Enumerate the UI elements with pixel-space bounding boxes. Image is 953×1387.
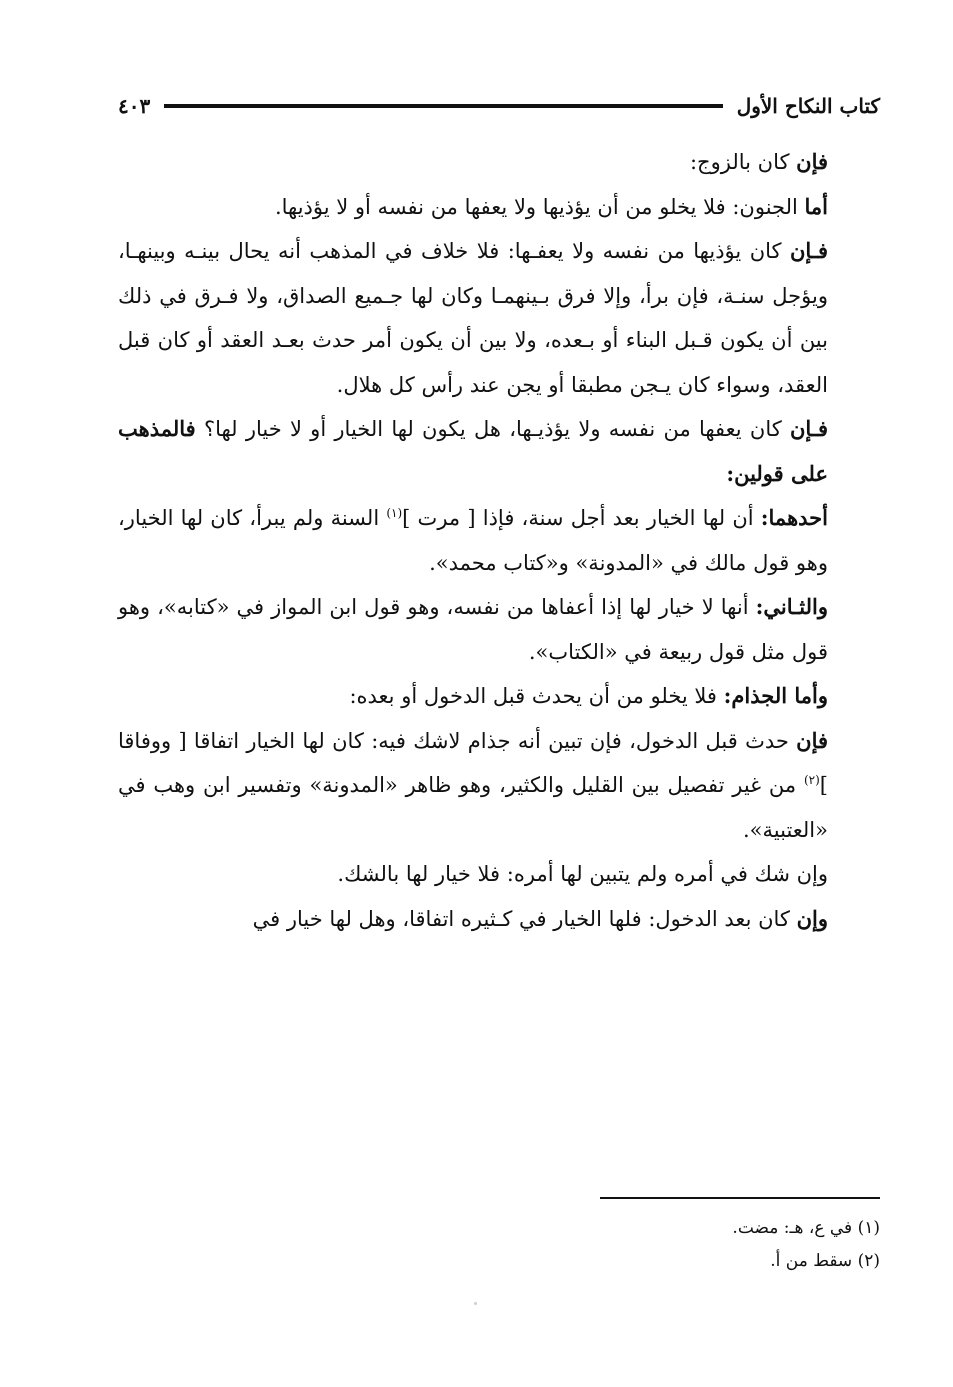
paragraph-text: كان بعد الدخول: فلها الخيار في كـثيره اتفاقا، وهل لها خيار في bbox=[252, 906, 797, 931]
paragraph-text: كان يؤذيها من نفسه ولا يعفـها: فلا خلاف في المذهب أنه يحال بينـه وبينهـا، ويؤجل سنـة، فإن برأ، وإلا فرق بـينهمـا وكان لها جـميع الصداق، ولا فـرق في ذلك بين أن يكون قـبل البناء أو بـعده، ولا بين أن يكون أمر حدث بعـد العقد أو كان قبل العقد، وسواء كان يـجن مطبقا أو يجن عند رأس كل هلال. bbox=[118, 239, 828, 397]
footnote: (٢) سقط من أ. bbox=[770, 1251, 880, 1271]
paragraph-lead: فـإن bbox=[789, 416, 828, 441]
paragraph-lead: فإن bbox=[796, 149, 828, 174]
scan-speck bbox=[474, 1302, 477, 1305]
paragraph bbox=[118, 407, 880, 496]
chapter-title: كتاب النكاح الأول bbox=[736, 94, 880, 118]
paragraph-lead: وأما الجذام: bbox=[723, 683, 828, 708]
page-number: ٤٠٣ bbox=[118, 94, 151, 118]
paragraph bbox=[118, 897, 880, 942]
paragraph-text: فلا يخلو من أن يحدث قبل الدخول أو بعده: bbox=[349, 684, 724, 708]
footnote-marker: (٢) bbox=[803, 773, 820, 787]
paragraph-text: كان يعفها من نفسه ولا يؤذيـها، هل يكون لها الخيار أو لا خيار لها؟ bbox=[195, 417, 790, 441]
paragraph-lead: والثـاني: bbox=[755, 594, 828, 619]
paragraph-text: أنها لا خيار لها إذا أعفاها من نفسه، وهو قول ابن المواز في «كتابه»، وهو قول مثل قول ربيعة في «الكتاب». bbox=[118, 595, 828, 664]
footnote: (١) في ع، هـ: مضت. bbox=[732, 1218, 880, 1238]
footnotes bbox=[400, 1212, 880, 1278]
paragraph-lead: فإن bbox=[796, 727, 828, 753]
paragraph-text: كان بالزوج: bbox=[689, 150, 797, 174]
paragraph bbox=[118, 496, 880, 585]
paragraph bbox=[118, 852, 880, 897]
header-rule bbox=[164, 104, 722, 108]
paragraph-text: حدث قبل الدخول، فإن تبين أنه جذام لاشك فيه: كان لها الخيار اتفاقا [ ووفاقا ] bbox=[118, 728, 828, 797]
paragraph bbox=[118, 229, 880, 407]
paragraph bbox=[118, 719, 880, 853]
paragraph bbox=[118, 140, 880, 185]
footnote-marker: (١) bbox=[386, 506, 403, 520]
paragraph bbox=[118, 674, 880, 719]
footnote-separator bbox=[600, 1197, 880, 1199]
main-text bbox=[118, 140, 880, 941]
paragraph-lead: أما bbox=[804, 193, 828, 219]
paragraph bbox=[118, 185, 880, 230]
paragraph-lead: فـإن bbox=[789, 238, 828, 263]
paragraph bbox=[118, 585, 880, 674]
paragraph-text: وإن شك في أمره ولم يتبين لها أمره: فلا خيار لها بالشك. bbox=[337, 862, 828, 886]
paragraph-bold-tail: فالمذهب على قولين: bbox=[118, 416, 828, 486]
paragraph-text: أن لها الخيار بعد أجل سنة، فإذا [ مرت ] bbox=[402, 506, 761, 530]
page-header bbox=[118, 88, 880, 124]
paragraph-lead: أحدهما: bbox=[760, 505, 828, 530]
paragraph-text: الجنون: فلا يخلو من أن يؤذيها ولا يعفها من نفسه أو لا يؤذيها. bbox=[274, 194, 805, 219]
paragraph-lead: وإن bbox=[796, 905, 828, 931]
paragraph-text-continued: من غير تفصيل بين القليل والكثير، وهو ظاهر «المدونة» وتفسير ابن وهب في «العتبية». bbox=[118, 773, 828, 842]
paragraph-text-continued: السنة ولم يبرأ، كان لها الخيار، وهو قول مالك في «المدونة» و«كتاب محمد». bbox=[118, 506, 828, 575]
